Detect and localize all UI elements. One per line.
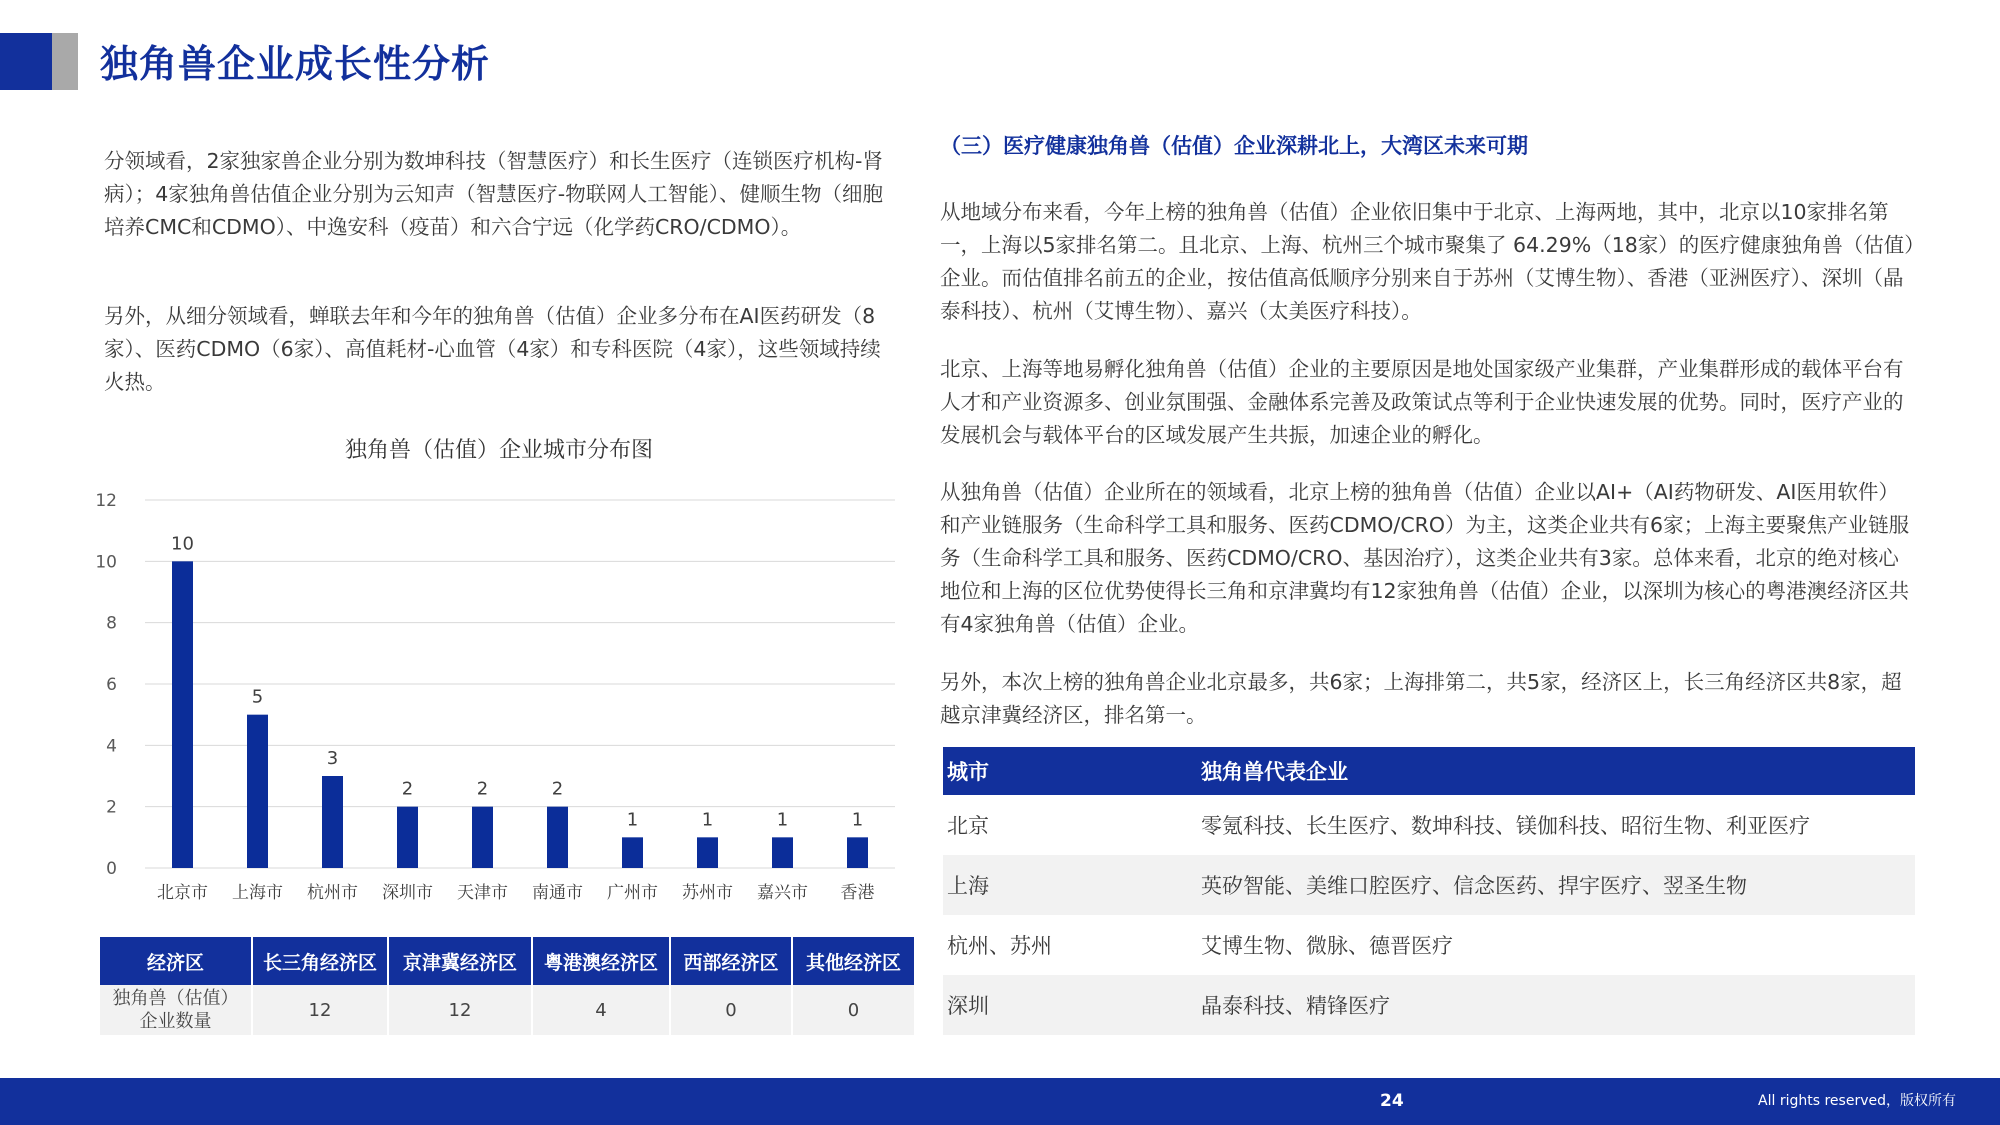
bar (697, 837, 718, 868)
bar (772, 837, 793, 868)
y-tick-label: 12 (95, 491, 117, 511)
chart-title: 独角兽（估值）企业城市分布图 (344, 438, 653, 463)
bar (247, 715, 268, 868)
x-tick-label: 南通市 (532, 883, 583, 903)
econ-value-gba: 4 (532, 985, 670, 1035)
city-distribution-bar-chart (90, 480, 910, 910)
x-tick-label: 广州市 (607, 883, 658, 903)
page-title: 独角兽企业成长性分析 (100, 42, 491, 86)
right-paragraph-3: 从独角兽（估值）企业所在的领域看，北京上榜的独角兽（估值）企业以AI+（AI药物研发、AI医用软件）和产业链服务（生命科学工具和服务、医药CDMO/CRO）为主，这类企业共有6家；上海主要聚焦产业链服务（生命科学工具和服务、医药CDMO/CRO、基因治疗），这类企业共有3家。总体来看，北京的绝对核心地位和上海的区位优势使得长三角和京津冀均有12家独角兽（估值）企业，以深圳为核心的粤港澳经济区共有4家独角兽（估值）企业。 (940, 480, 1910, 636)
econ-table-row (100, 985, 914, 1035)
bar (847, 837, 868, 868)
data-label: 1 (776, 809, 789, 831)
header-accent-block (0, 33, 52, 90)
companies-cell: 艾博生物、微脉、德晋医疗 (1201, 934, 1453, 958)
x-tick-label: 天津市 (457, 883, 508, 903)
x-tick-label: 上海市 (232, 883, 283, 903)
companies-cell: 零氪科技、长生医疗、数坤科技、镁伽科技、昭衍生物、利亚医疗 (1201, 814, 1810, 838)
right-paragraph-4: 另外，本次上榜的独角兽企业北京最多，共6家；上海排第二，共5家，经济区上，长三角经济区共8家，超越京津冀经济区，排名第一。 (940, 670, 1902, 727)
y-tick-label: 4 (106, 736, 117, 757)
bar (397, 807, 418, 868)
bar (622, 837, 643, 868)
city-cell: 北京 (947, 814, 989, 838)
econ-row-label-line2: 企业数量 (139, 1011, 212, 1032)
city-table-row (943, 855, 1915, 915)
city-table-row (943, 975, 1915, 1035)
data-label: 2 (551, 778, 564, 800)
companies-cell: 英矽智能、美维口腔医疗、信念医药、捍宇医疗、翌圣生物 (1197, 855, 1915, 915)
data-label: 2 (476, 778, 489, 800)
bar (322, 776, 343, 868)
city-cell: 上海 (943, 855, 1197, 915)
econ-value-west: 0 (670, 985, 792, 1035)
x-tick-label: 嘉兴市 (757, 883, 808, 903)
econ-header-jingjinji: 京津冀经济区 (388, 937, 532, 985)
city-header-companies: 独角兽代表企业 (1197, 747, 1915, 795)
y-tick-label: 2 (106, 797, 117, 818)
econ-row-label (100, 985, 252, 1035)
econ-value-other: 0 (792, 985, 914, 1035)
city-table-header-row (943, 747, 1915, 795)
page-number: 24 (1380, 1091, 1404, 1111)
econ-value-yangtze: 12 (252, 985, 388, 1035)
data-label: 2 (401, 778, 414, 800)
x-tick-label: 北京市 (157, 883, 208, 903)
right-paragraph-1: 从地域分布来看，今年上榜的独角兽（估值）企业依旧集中于北京、上海两地，其中，北京以10家排名第一，上海以5家排名第二。且北京、上海、杭州三个城市聚集了 64.29%（18家）的医疗健康独角兽（估值）企业。而估值排名前五的企业，按估值高低顺序分别来自于苏州（艾博生物）、香港（亚洲医疗）、深圳（晶泰科技）、杭州（艾博生物）、嘉兴（太美医疗科技）。 (940, 200, 1915, 323)
economic-zone-table (100, 937, 914, 1035)
y-tick-label: 6 (106, 675, 117, 695)
section-heading: （三）医疗健康独角兽（估值）企业深耕北上，大湾区未来可期 (940, 134, 1528, 158)
city-table-row (943, 795, 1915, 855)
city-company-table (943, 747, 1915, 1035)
econ-header-other: 其他经济区 (792, 937, 914, 985)
y-tick-label: 0 (106, 859, 117, 879)
city-cell: 杭州、苏州 (947, 934, 1052, 958)
city-header-city: 城市 (943, 747, 1197, 795)
x-tick-label: 香港 (840, 883, 875, 903)
econ-header-west: 西部经济区 (670, 937, 792, 985)
x-tick-label: 苏州市 (682, 883, 733, 903)
y-tick-label: 10 (95, 552, 117, 573)
econ-table-header-row (100, 937, 914, 985)
data-label: 1 (701, 809, 714, 831)
city-table-row (943, 915, 1915, 975)
econ-header-gba: 粤港澳经济区 (532, 937, 670, 985)
data-label: 5 (251, 686, 264, 708)
y-tick-label: 8 (106, 613, 117, 634)
econ-value-jingjinji: 12 (388, 985, 532, 1035)
left-paragraph-2: 另外，从细分领域看，蝉联去年和今年的独角兽（估值）企业多分布在AI医药研发（8家）、医药CDMO（6家）、高值耗材-心血管（4家）和专科医院（4家），这些领域持续火热。 (104, 304, 881, 394)
footer-bar (0, 1078, 2000, 1125)
data-label: 3 (326, 748, 339, 769)
econ-header-zone: 经济区 (100, 937, 252, 985)
econ-row-label-line1: 独角兽（估值） (112, 988, 239, 1009)
data-label: 10 (171, 533, 194, 555)
x-tick-label: 杭州市 (307, 883, 358, 903)
right-paragraph-2: 北京、上海等地易孵化独角兽（估值）企业的主要原因是地处国家级产业集群，产业集群形成的载体平台有人才和产业资源多、创业氛围强、金融体系完善及政策试点等利于企业快速发展的优势。同时，医疗产业的发展机会与载体平台的区域发展产生共振，加速企业的孵化。 (940, 357, 1904, 447)
data-label: 1 (851, 809, 864, 831)
city-cell: 深圳 (943, 975, 1197, 1035)
econ-header-yangtze: 长三角经济区 (252, 937, 388, 985)
header-accent-bar (52, 33, 78, 90)
companies-cell: 晶泰科技、精锋医疗 (1197, 975, 1915, 1035)
bar (547, 807, 568, 868)
x-tick-label: 深圳市 (382, 883, 433, 903)
bar (472, 807, 493, 868)
bar (172, 561, 193, 868)
data-label: 1 (626, 809, 639, 831)
copyright-text: All rights reserved，版权所有 (1758, 1093, 1956, 1109)
left-paragraph-1: 分领域看，2家独家兽企业分别为数坤科技（智慧医疗）和长生医疗（连锁医疗机构-肾病）；4家独角兽估值企业分别为云知声（智慧医疗-物联网人工智能）、健顺生物（细胞培养CMC和CDMO）、中逸安科（疫苗）和六合宁远（化学药CRO/CDMO）。 (104, 149, 883, 239)
